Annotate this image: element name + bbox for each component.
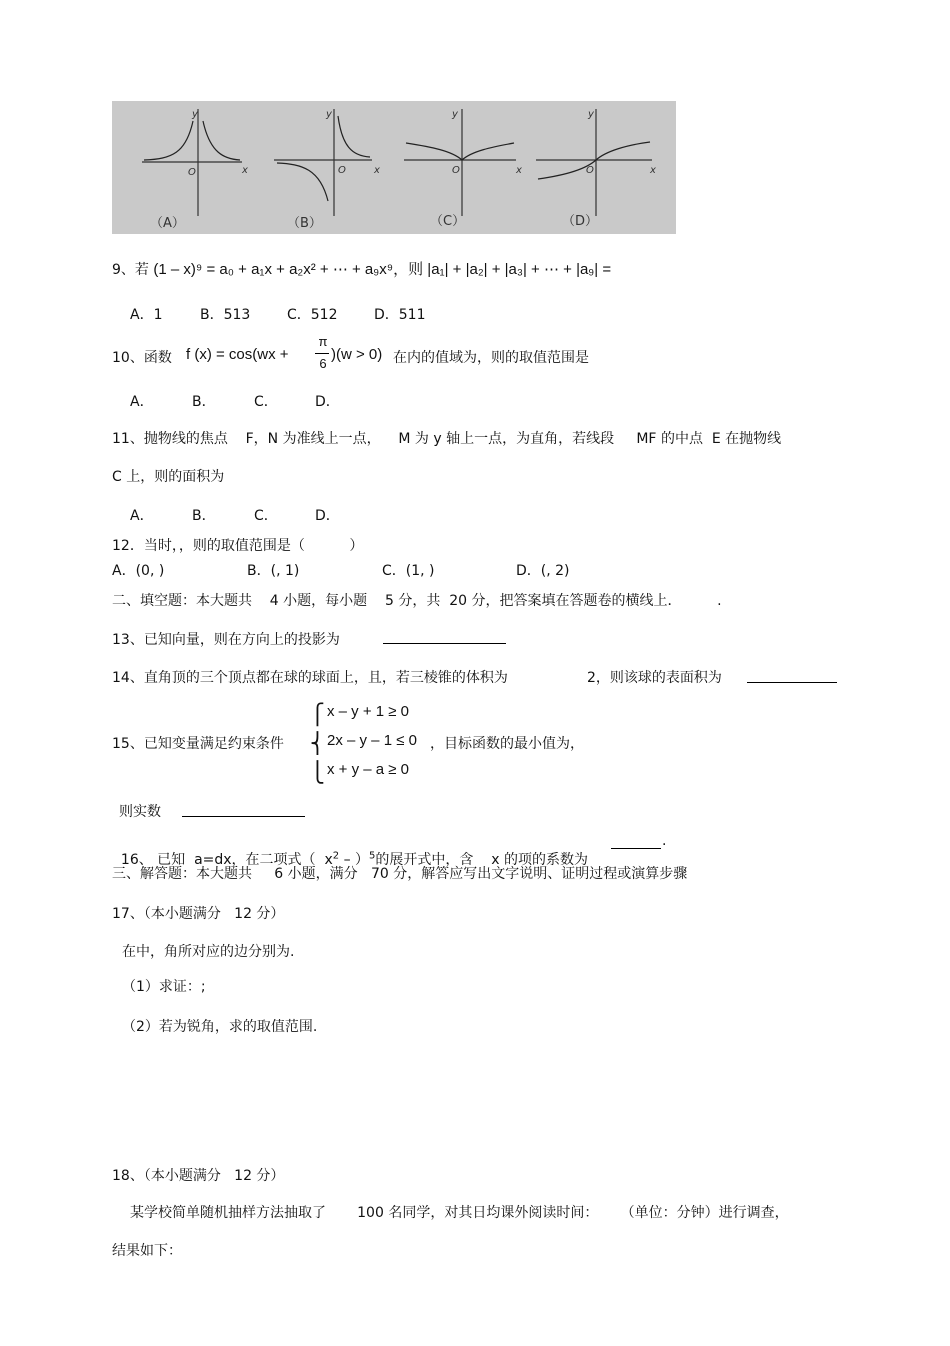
axis-x-label: x	[374, 165, 380, 176]
graphs-svg	[112, 101, 676, 234]
q15-suffix: ，目标函数的最小值为，	[430, 736, 584, 752]
q18-line2: 结果如下：	[112, 1243, 182, 1259]
q9-prefix: 9、若	[112, 262, 149, 278]
q16-exponent-5: 5	[369, 850, 376, 862]
section-2-heading: 二、填空题：本大题共 4 小题，每小题 5 分，共 20 分，把答案填在答题卷的横线上． .	[112, 593, 722, 609]
q12-option-b: B．(, 1)	[247, 563, 300, 579]
q10-text: 在内的值域为，则的取值范围是	[393, 350, 589, 366]
q10-option-d: D．	[315, 394, 340, 410]
q11-option-c: C．	[254, 508, 278, 524]
q9-option-c: C．512	[287, 307, 338, 323]
axis-y-label: y	[326, 109, 332, 120]
q10-option-b: B．	[192, 394, 216, 410]
graph-label-d: （D）	[562, 214, 599, 229]
q10-option-a: A．	[130, 394, 154, 410]
q15-constraint-2: 2x – y – 1 ≤ 0	[327, 732, 417, 749]
q12-option-c: C．(1, )	[382, 563, 435, 579]
q10-frac-denominator: 6	[319, 356, 327, 371]
q17-part-1: （1）求证：;	[122, 979, 206, 995]
origin-label: O	[188, 167, 196, 178]
q13-answer-blank	[383, 643, 506, 644]
q11-line2: C 上，则的面积为	[112, 469, 225, 485]
q9-expression: (1 – x)⁹ = a₀ + a₁x + a₂x² + ⋯ + a₉x⁹，则 |a₁| + |a₂| + |a₃| + ⋯ + |a₉| =	[153, 261, 612, 278]
q17-part-2: （2）若为锐角，求的取值范围.	[122, 1019, 318, 1035]
q9-option-b: B．513	[200, 307, 251, 323]
question-13	[112, 629, 340, 649]
q15-brace: ⎧ ⎨ ⎩	[310, 702, 325, 784]
function-graphs-figure	[112, 101, 676, 234]
q14-value: 2，则该球的表面积为	[587, 670, 722, 686]
axis-x-label: x	[650, 165, 656, 176]
q15-answer-blank	[182, 816, 305, 817]
q11-line1: 11、抛物线的焦点 F，N 为准线上一点， M 为 y 轴上一点，为直角，若线段 MF 的中点 E 在抛物线	[112, 431, 782, 447]
axis-y-label: y	[588, 109, 594, 120]
q17-title: 17、（本小题满分 12 分）	[112, 906, 285, 922]
q14-text: 14、直角顶的三个顶点都在球的球面上，且，若三棱锥的体积为	[112, 670, 508, 686]
q11-option-a: A．	[130, 508, 154, 524]
q10-option-c: C．	[254, 394, 278, 410]
q15-constraint-3: x + y – a ≥ 0	[327, 761, 410, 778]
origin-label: O	[586, 165, 594, 176]
q15-line2: 则实数	[119, 804, 161, 820]
q12-option-a: A．(0, )	[112, 563, 165, 579]
q9-option-a: A．1	[130, 307, 163, 323]
q16-mid: – ）	[339, 852, 370, 868]
q11-option-d: D．	[315, 508, 340, 524]
axis-y-label: y	[192, 109, 198, 120]
graph-d	[536, 109, 656, 229]
q10-frac-numerator: π	[318, 334, 328, 349]
q14-answer-blank	[747, 682, 837, 683]
q16-exponent-2: 2	[332, 850, 340, 862]
axis-x-label: x	[242, 165, 248, 176]
axis-x-label: x	[516, 165, 522, 176]
q10-expr-right: )(w > 0)	[331, 346, 383, 363]
q16-prefix: 16、 已知 a=dx，在二项式（ x	[120, 852, 333, 868]
origin-label: O	[338, 165, 346, 176]
origin-label: O	[452, 165, 460, 176]
graph-a	[142, 109, 248, 231]
q10-frac-bar	[315, 353, 329, 354]
q18-title: 18、（本小题满分 12 分）	[112, 1168, 285, 1184]
graph-label-a: （A）	[150, 216, 185, 231]
section-3-heading: 三、解答题：本大题共 6 小题，满分 70 分，解答应写出文字说明、证明过程或演算步骤	[112, 866, 688, 882]
graph-c	[404, 109, 522, 229]
q15-constraint-1: x – y + 1 ≥ 0	[327, 703, 410, 720]
graph-label-c: （C）	[430, 214, 466, 229]
q16-end: .	[662, 833, 667, 849]
question-9	[112, 258, 611, 279]
axis-y-label: y	[452, 109, 458, 120]
graph-b	[274, 109, 380, 231]
q13-text: 13、已知向量，则在方向上的投影为	[112, 632, 340, 648]
q17-stem: 在中，角所对应的边分别为.	[122, 944, 295, 960]
q16-suffix: 的展开式中，含 x 的项的系数为	[375, 852, 588, 868]
q16-answer-blank	[611, 848, 661, 849]
q9-option-d: D．511	[374, 307, 426, 323]
q15-prefix: 15、已知变量满足约束条件	[112, 736, 284, 752]
q10-prefix: 10、函数	[112, 350, 172, 366]
graph-label-b: （B）	[287, 216, 322, 231]
q10-expr-left: f (x) = cos(wx +	[186, 346, 289, 363]
q18-line1: 某学校简单随机抽样方法抽取了 100 名同学，对其日均课外阅读时间： （单位：分钟）进行调查，	[130, 1205, 789, 1221]
q12-option-d: D．(, 2)	[516, 563, 570, 579]
q12-text: 12．当时，，则的取值范围是（ ）	[112, 538, 364, 554]
q11-option-b: B．	[192, 508, 216, 524]
